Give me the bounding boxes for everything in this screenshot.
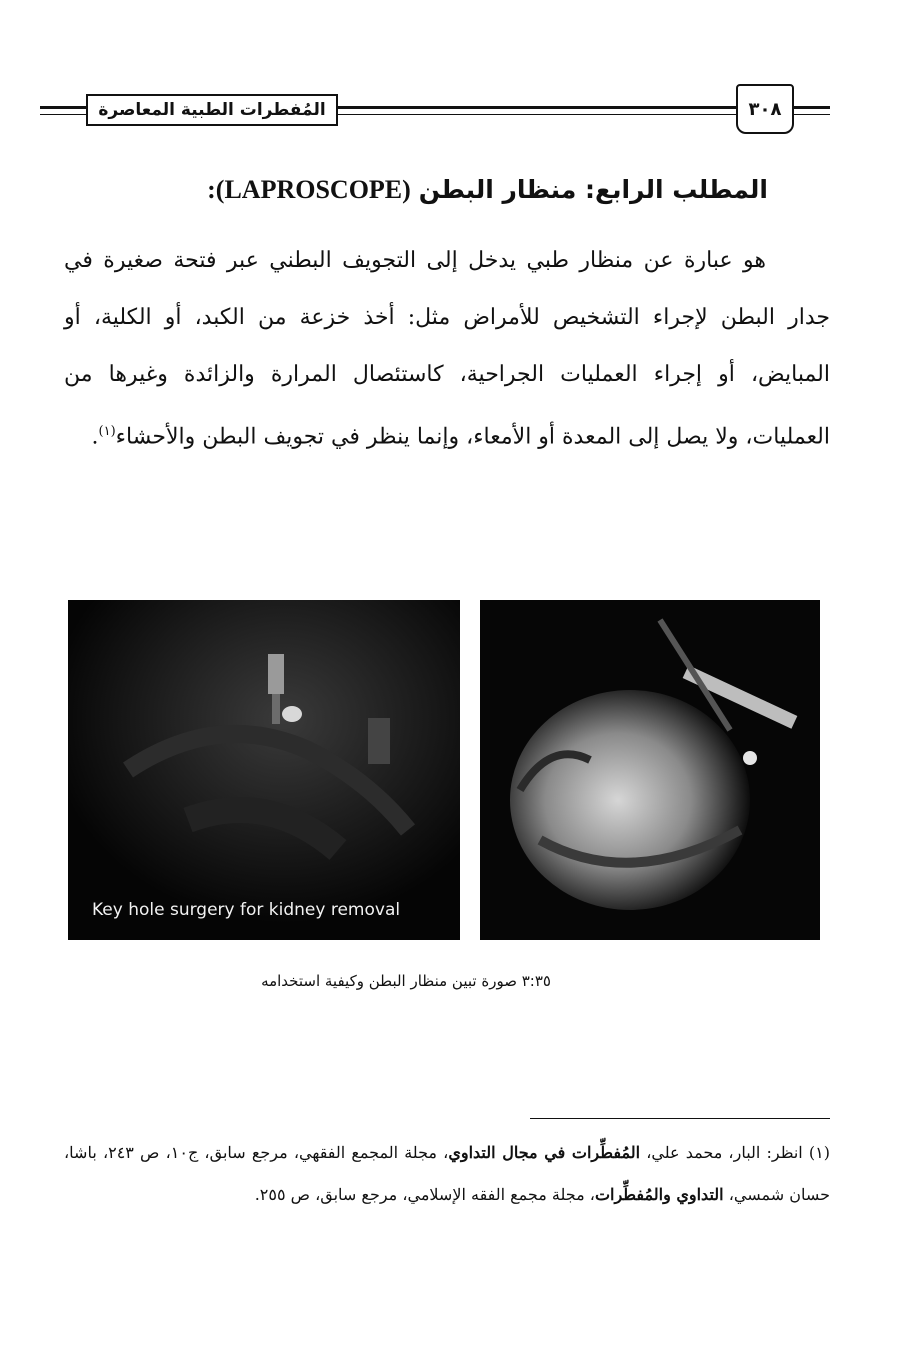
header-rule-left xyxy=(40,106,86,109)
footnote-text-a: (١) انظر: البار، محمد علي، xyxy=(640,1143,831,1162)
footnote-separator xyxy=(530,1118,830,1119)
footnote-text-c: ، مجلة مجمع الفقه الإسلامي، مرجع سابق، ص ٢٥٥. xyxy=(254,1185,595,1204)
paragraph-end: . xyxy=(91,424,99,450)
heading-latin: (LAPROSCOPE): xyxy=(207,175,411,204)
header-rule-left-thin xyxy=(40,114,86,115)
running-title: المُفطرات الطبية المعاصرة xyxy=(86,94,338,126)
footnote-title-a: المُفطِّرات في مجال التداوي xyxy=(448,1143,641,1162)
laparoscope-photo-art xyxy=(480,600,820,940)
page-number: ٣٠٨ xyxy=(736,84,794,134)
paragraph-text: هو عبارة عن منظار طبي يدخل إلى التجويف البطني عبر فتحة صغيرة في جدار البطن لإجراء التشخيص للأمراض مثل: أخذ خزعة من الكبد، أو الكلية، أو المبايض، أو إجراء العمليات الجراحية، كاستئصال المرارة والزائدة وغيرها من العمليات، ولا يصل إلى المعدة أو الأمعاء، وإنما ينظر في تجويف البطن والأحشاء xyxy=(64,248,830,450)
section-heading xyxy=(128,168,768,212)
footnote-marker: (١) xyxy=(98,424,116,439)
header-rule-middle xyxy=(338,106,736,109)
surgery-photo xyxy=(68,600,460,940)
image-overlay-caption: Key hole surgery for kidney removal xyxy=(92,900,401,920)
page-header xyxy=(40,82,830,142)
footnote xyxy=(64,1132,830,1216)
heading-arabic: المطلب الرابع: منظار البطن xyxy=(418,175,768,204)
footnote-title-b: التداوي والمُفطِّرات xyxy=(594,1185,724,1204)
body-paragraph xyxy=(64,232,830,465)
surgery-photo-art xyxy=(68,600,460,940)
header-rule-right xyxy=(794,106,830,109)
laparoscope-photo xyxy=(480,600,820,940)
footnote-text-b: ، مجلة المجمع الفقهي، مرجع سابق، ج١٠، ص ٢٤٣، باشا، حسان شمسي، xyxy=(64,1143,830,1204)
header-rule-right-thin xyxy=(794,114,830,115)
header-rule-middle-thin xyxy=(338,114,736,115)
figure-caption: ٣:٣٥ صورة تبين منظار البطن وكيفية استخدامه xyxy=(261,972,551,990)
